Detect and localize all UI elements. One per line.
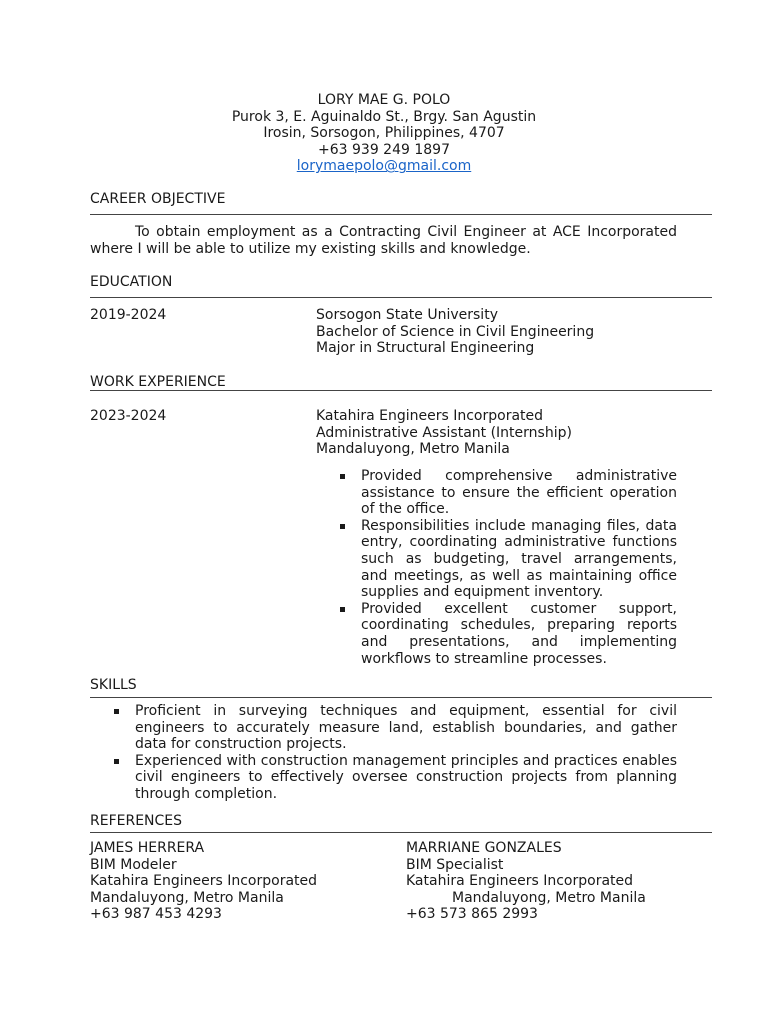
reference-phone: +63 987 453 4293 <box>90 906 222 923</box>
skills-list <box>135 703 677 803</box>
section-divider <box>90 214 712 215</box>
education-years: 2019-2024 <box>90 307 167 323</box>
career-objective-text: To obtain employment as a Contracting Civil Engineer at ACE Incorporated where I will be able to utilize my existing skills and knowledge. <box>90 224 677 257</box>
reference-company: Katahira Engineers Incorporated <box>406 873 634 890</box>
list-item: Experienced with construction management principles and practices enables civil engineers to effectively oversee construction projects from planning through completion. <box>135 753 677 803</box>
reference-name: JAMES HERRERA <box>90 840 205 856</box>
section-divider <box>90 390 712 391</box>
reference-card <box>90 840 317 923</box>
reference-title: BIM Specialist <box>406 856 504 873</box>
school-name: Sorsogon State University <box>316 307 498 323</box>
section-divider <box>90 697 712 698</box>
email-link[interactable]: lorymaepolo@gmail.com <box>296 158 472 175</box>
applicant-name: LORY MAE G. POLO <box>317 92 451 108</box>
section-divider <box>90 297 712 298</box>
phone-number: +63 939 249 1897 <box>318 141 450 158</box>
career-objective-heading: CAREER OBJECTIVE <box>90 191 226 207</box>
bullet-square-icon <box>114 759 119 764</box>
contact-header <box>0 92 768 175</box>
position-title: Administrative Assistant (Internship) <box>316 424 572 441</box>
work-details <box>316 408 572 458</box>
education-details <box>316 307 594 357</box>
work-duties-list <box>361 468 677 667</box>
major: Major in Structural Engineering <box>316 340 535 357</box>
list-item: Proficient in surveying techniques and equipment, essential for civil engineers to accurately measure land, establish boundaries, and gather data for construction projects. <box>135 703 677 753</box>
reference-location: Mandaluyong, Metro Manila <box>452 889 646 906</box>
section-divider <box>90 832 712 833</box>
education-heading: EDUCATION <box>90 274 173 290</box>
bullet-square-icon <box>340 524 345 529</box>
reference-card <box>406 840 646 923</box>
work-location: Mandaluyong, Metro Manila <box>316 441 510 458</box>
company-name: Katahira Engineers Incorporated <box>316 408 544 424</box>
work-experience-heading: WORK EXPERIENCE <box>90 374 226 390</box>
reference-company: Katahira Engineers Incorporated <box>90 873 318 890</box>
list-item: Provided excellent customer support, coordinating schedules, preparing reports and presentations, and implementing workflows to streamline processes. <box>361 601 677 667</box>
bullet-square-icon <box>340 474 345 479</box>
skills-heading: SKILLS <box>90 677 137 693</box>
reference-title: BIM Modeler <box>90 856 177 873</box>
degree: Bachelor of Science in Civil Engineering <box>316 323 595 340</box>
reference-phone: +63 573 865 2993 <box>406 906 538 923</box>
list-item: Provided comprehensive administrative assistance to ensure the efficient operation of the office. <box>361 468 677 518</box>
bullet-square-icon <box>114 709 119 714</box>
work-years: 2023-2024 <box>90 408 167 424</box>
reference-location: Mandaluyong, Metro Manila <box>90 889 284 906</box>
address-line-1: Purok 3, E. Aguinaldo St., Brgy. San Agustin <box>231 108 537 125</box>
bullet-square-icon <box>340 607 345 612</box>
list-item: Responsibilities include managing files, data entry, coordinating administrative functions such as budgeting, travel arrangements, and meetings, as well as maintaining office supplies and equipment inventory. <box>361 518 677 601</box>
reference-name: MARRIANE GONZALES <box>406 840 562 856</box>
references-heading: REFERENCES <box>90 813 183 829</box>
address-line-2: Irosin, Sorsogon, Philippines, 4707 <box>263 125 505 142</box>
